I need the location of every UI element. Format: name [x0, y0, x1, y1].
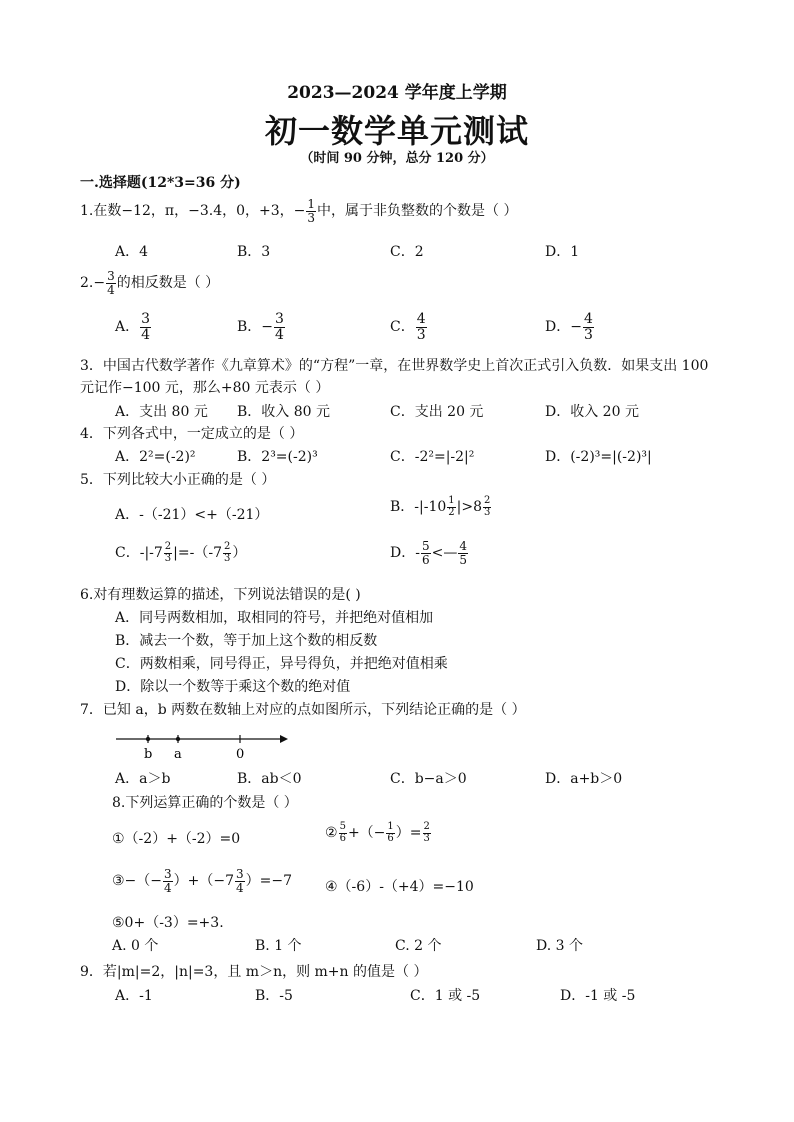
q8-i3-frac1 — [163, 868, 173, 894]
number-line-arrow — [280, 735, 288, 743]
q5-option-b — [390, 496, 492, 518]
q5-b-num2: 2 — [484, 495, 491, 506]
q9-option-b: B．-5 — [255, 988, 293, 1004]
question-3-line2: 元记作−100 元，那么+80 元表示（ ） — [80, 380, 330, 396]
q5-b-pre: B．-|-10 — [390, 499, 447, 515]
q1-option-c: C．2 — [390, 244, 424, 260]
q8-i3-den2: 4 — [236, 880, 244, 895]
q8-i2-den2: 6 — [387, 832, 394, 844]
q8-i2-den1: 6 — [339, 832, 346, 844]
q8-i2-num3: 2 — [423, 821, 430, 832]
q4-option-c: C．-2²=|-2|² — [390, 449, 475, 465]
q2-a-num: 3 — [141, 311, 151, 327]
q8-option-a: A. 0 个 — [112, 938, 159, 954]
q8-i2-den3: 3 — [423, 832, 430, 844]
q5-d-mid: <— — [431, 545, 458, 562]
q4-option-d: D．(-2)³=|(-2)³| — [545, 449, 652, 465]
label-zero: 0 — [236, 747, 245, 762]
question-3-line1: 3．中国古代数学著作《九章算术》的“方程”一章，在世界数学史上首次正式引入负数．如果支出 100 — [80, 358, 709, 374]
q8-item-5: ⑤0+（-3）=+3. — [112, 915, 224, 931]
q2-c-num: 4 — [416, 311, 426, 327]
q5-c-den1: 3 — [164, 552, 172, 564]
q1-option-a: A．4 — [115, 244, 149, 260]
q2-option-c — [390, 312, 428, 342]
q6-option-d: D．除以一个数等于乘这个数的绝对值 — [115, 679, 351, 695]
q7-option-a: A．a＞b — [115, 771, 171, 787]
q3-option-a: A．支出 80 元 — [115, 404, 208, 420]
q5-option-d — [390, 540, 469, 566]
q5-b-mid: |>8 — [456, 499, 483, 515]
q8-i2-post: ）= — [395, 825, 422, 841]
q7-option-d: D．a+b＞0 — [545, 771, 623, 787]
q2-a-den: 4 — [141, 326, 151, 343]
q8-item-2 — [325, 822, 432, 844]
q5-d-den2: 5 — [459, 552, 467, 567]
q7-option-c: C．b−a＞0 — [390, 771, 467, 787]
question-9-stem: 9．若|m|=2，|n|=3，且 m＞n，则 m+n 的值是（ ） — [80, 964, 428, 980]
q5-c-pre: C．-|-7 — [115, 545, 163, 561]
q5-b-frac2 — [483, 496, 491, 518]
q2-option-a — [115, 312, 152, 342]
exam-year: 2023—2024 学年度上学期 — [287, 83, 507, 103]
q2-b-den: 4 — [275, 326, 284, 343]
q6-option-c: C．两数相乘，同号得正，异号得负，并把绝对值相乘 — [115, 656, 448, 672]
q5-b-den2: 3 — [484, 506, 491, 518]
exam-note: （时间 90 分钟，总分 120 分） — [300, 151, 494, 166]
q8-i2-num2: 1 — [387, 821, 394, 832]
q1-stem-pre: 1.在数−12，π，−3.4，0，+3，− — [80, 203, 306, 220]
q2-stem-post: 的相反数是（ ） — [116, 275, 220, 292]
q5-c-frac1 — [164, 542, 172, 564]
q5-c-frac2 — [223, 542, 231, 564]
q8-i3-den1: 4 — [164, 880, 172, 895]
q8-option-d: D. 3 个 — [536, 938, 583, 954]
q5-b-den1: 2 — [448, 506, 455, 518]
q5-c-mid: |=-（-7 — [173, 545, 222, 561]
q8-i2-frac3 — [423, 822, 431, 844]
q5-c-post: ） — [232, 545, 247, 561]
point-b — [146, 737, 150, 741]
q9-option-c: C．1 或 -5 — [410, 988, 481, 1004]
q1-option-d: D．1 — [545, 244, 580, 260]
q5-d-frac2 — [458, 540, 468, 566]
q8-i3-mid: ）+（−7 — [173, 873, 235, 890]
q7-option-b: B．ab＜0 — [237, 771, 302, 787]
label-b: b — [144, 747, 153, 762]
q8-i2-pre: ② — [325, 825, 338, 841]
q2-c-den: 3 — [416, 326, 426, 343]
question-4-stem: 4．下列各式中，一定成立的是（ ） — [80, 426, 304, 442]
question-2-stem — [80, 270, 219, 296]
q6-option-a: A．同号两数相加，取相同的符号，并把绝对值相加 — [115, 610, 434, 626]
q2-d-num: 4 — [583, 311, 593, 327]
q8-i2-frac1 — [339, 822, 347, 844]
q5-b-frac1 — [447, 496, 455, 518]
q5-c-den2: 3 — [224, 552, 231, 564]
q2-option-d — [545, 312, 595, 342]
q8-i2-mid: +（− — [347, 825, 386, 841]
q1-frac — [306, 198, 316, 224]
q2-a-label: A． — [115, 319, 140, 336]
q3-option-c: C．支出 20 元 — [390, 404, 484, 420]
number-line-diagram — [112, 730, 292, 762]
q5-b-num1: 1 — [448, 495, 455, 506]
q5-d-num1: 5 — [421, 539, 430, 553]
q2-d-label: D．− — [545, 319, 582, 336]
q8-item-1: ①（-2）+（-2）=0 — [112, 831, 241, 847]
point-a — [176, 737, 180, 741]
q2-d-frac — [583, 312, 594, 342]
question-5-stem: 5．下列比较大小正确的是（ ） — [80, 472, 276, 488]
q8-item-4: ④（-6）-（+4）=−10 — [325, 879, 474, 895]
q2-c-frac — [416, 312, 427, 342]
q2-b-label: B．− — [237, 319, 274, 336]
q2-b-num: 3 — [275, 311, 284, 327]
q3-option-b: B．收入 80 元 — [237, 404, 331, 420]
q2-frac — [106, 270, 116, 296]
q6-option-b: B．减去一个数，等于加上这个数的相反数 — [115, 633, 378, 649]
question-7-stem: 7．已知 a，b 两数在数轴上对应的点如图所示，下列结论正确的是（ ） — [80, 702, 526, 718]
question-1-stem — [80, 198, 517, 224]
q2-frac-den: 4 — [107, 282, 115, 297]
q1-stem-post: 中，属于非负整数的个数是（ ） — [317, 203, 518, 220]
question-6-stem: 6.对有理数运算的描述，下列说法错误的是( ) — [80, 587, 361, 603]
q5-option-a: A．-（-21）<+（-21） — [115, 507, 269, 523]
q4-option-b: B．2³=(-2)³ — [237, 449, 318, 465]
q8-i2-num1: 5 — [339, 821, 346, 832]
q1-frac-den: 3 — [307, 210, 316, 225]
q2-frac-num: 3 — [107, 269, 115, 283]
exam-title: 初一数学单元测试 — [264, 112, 529, 150]
q1-frac-num: 1 — [307, 197, 316, 211]
q4-option-a: A．2²=(-2)² — [115, 449, 196, 465]
q2-b-frac — [274, 312, 285, 342]
q8-item-3 — [112, 868, 292, 894]
q2-stem-pre: 2.− — [80, 275, 106, 292]
q2-c-label: C． — [390, 319, 415, 336]
q5-d-frac1 — [421, 540, 431, 566]
q8-i3-pre: ③−（− — [112, 873, 163, 890]
question-8-stem: 8.下列运算正确的个数是（ ） — [112, 795, 298, 811]
q9-option-a: A．-1 — [115, 988, 153, 1004]
label-a: a — [174, 747, 182, 762]
q5-d-pre: D．- — [390, 545, 420, 562]
q2-option-b — [237, 312, 286, 342]
q3-option-d: D．收入 20 元 — [545, 404, 639, 420]
q8-option-b: B. 1 个 — [255, 938, 302, 954]
q5-option-c — [115, 542, 246, 564]
q1-option-b: B．3 — [237, 244, 271, 260]
q5-c-num2: 2 — [224, 541, 231, 552]
section-title: 一.选择题(12*3=36 分) — [80, 175, 241, 191]
q9-option-d: D．-1 或 -5 — [560, 988, 636, 1004]
q8-i2-frac2 — [386, 822, 394, 844]
q5-d-den1: 6 — [421, 552, 430, 567]
q8-i3-num1: 3 — [164, 867, 172, 881]
q5-d-num2: 4 — [459, 539, 467, 553]
q2-d-den: 3 — [583, 326, 593, 343]
q2-a-frac — [140, 312, 151, 342]
q5-c-num1: 2 — [164, 541, 172, 552]
q8-i3-post: ）=−7 — [245, 873, 293, 890]
q8-i3-num2: 3 — [236, 867, 244, 881]
q8-i3-frac2 — [235, 868, 245, 894]
q8-option-c: C. 2 个 — [395, 938, 442, 954]
